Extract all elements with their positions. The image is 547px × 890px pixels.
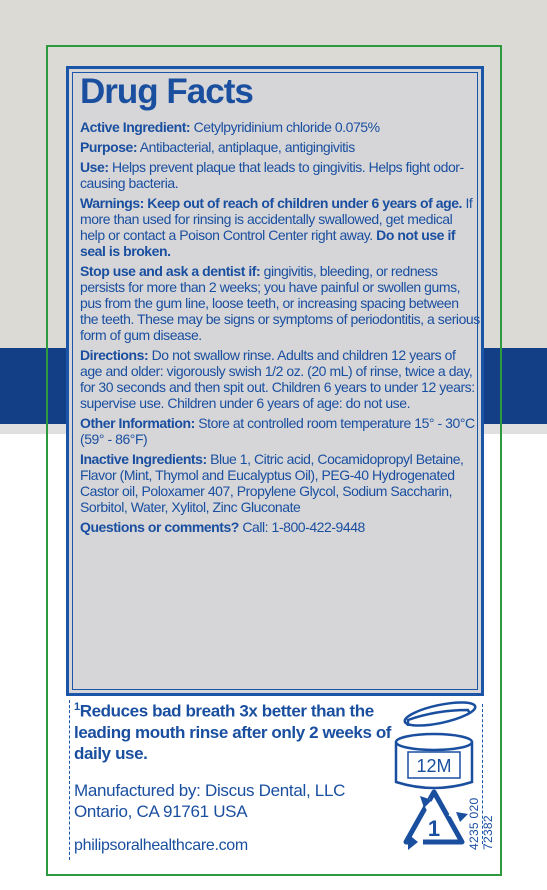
recycle-code: 1: [427, 816, 441, 841]
pao-label: 12M: [416, 756, 452, 776]
footnote-text: Reduces bad breath 3x better than the leading mouth rinse after only 2 weeks of daily use.: [74, 701, 392, 763]
footnote-marker: 1: [74, 701, 80, 713]
section-warnings-heading: Warnings: Keep out of reach of children under 6 years of age.: [80, 195, 462, 211]
section-inactive: [80, 451, 480, 515]
section-other: [80, 415, 480, 447]
section-purpose: [80, 139, 480, 155]
manufacturer-info: [74, 780, 404, 822]
section-use-text: Helps prevent plaque that leads to gingivitis. Helps fight odor-causing bacteria.: [80, 159, 464, 191]
drug-facts-content: [80, 70, 480, 539]
manufacturer-address: Ontario, CA 91761 USA: [74, 802, 248, 821]
footnote: [74, 697, 404, 764]
section-active-text: Cetylpyridinium chloride 0.075%: [190, 119, 380, 135]
section-directions-heading: Directions:: [80, 347, 149, 363]
section-use: [80, 159, 480, 191]
section-warnings-heading: Do not use if seal is broken.: [80, 227, 456, 259]
section-stop: [80, 263, 480, 343]
section-questions-text: Call: 1-800-422-9448: [238, 519, 365, 535]
dashed-border-left: [69, 700, 70, 860]
section-warnings: [80, 195, 480, 259]
section-inactive-text: Blue 1, Citric acid, Cocamidopropyl Betaine, Flavor (Mint, Thymol and Eucalyptus Oil), PEG-40 Hydrogenated Castor oil, Poloxamer 407, Propylene Glycol, Sodium Saccharin, Sorbitol, Water, Xylitol, Zinc Gluconate: [80, 451, 464, 515]
section-active: [80, 119, 480, 135]
section-stop-heading: Stop use and ask a dentist if:: [80, 263, 261, 279]
section-use-heading: Use:: [80, 159, 109, 175]
section-active-heading: Active Ingredient:: [80, 119, 191, 135]
section-warnings-text: If more than used for rinsing is accidentally swallowed, get medical help or contact a Poison Control Center right away.: [80, 195, 473, 243]
section-other-text: Store at controlled room temperature 15° - 30°C (59° - 86°F): [80, 415, 475, 447]
section-inactive-heading: Inactive Ingredients:: [80, 451, 207, 467]
upc-number: 4235 020 72382: [467, 797, 495, 850]
section-other-heading: Other Information:: [80, 415, 195, 431]
section-purpose-text: Antibacterial, antiplaque, antigingivitis: [137, 139, 355, 155]
section-questions: [80, 519, 480, 535]
section-directions-text: Do not swallow rinse. Adults and children 12 years of age and older: vigorously swish 1/2 oz. (20 mL) of rinse, twice a day, for 30 seconds and then spit out. Children 6 years to under 12 years: supervise use. Children under 6 years of age: do not use.: [80, 347, 475, 411]
website-link[interactable]: philipsoralhealthcare.com: [74, 837, 248, 854]
drug-facts-sections: [80, 119, 480, 535]
section-questions-heading: Questions or comments?: [80, 519, 239, 535]
label-bottom-area: [66, 696, 484, 866]
manufacturer-name: Manufactured by: Discus Dental, LLC: [74, 781, 346, 800]
section-stop-text: gingivitis, bleeding, or redness persists for more than 2 weeks; you have painful or swollen gums, pus from the gum line, loose teeth, or increasing spacing between the teeth. These may be signs or symptoms of periodontitis, a serious form of gum disease.: [80, 263, 480, 343]
drug-facts-title: Drug Facts: [80, 72, 253, 111]
section-purpose-heading: Purpose:: [80, 139, 138, 155]
section-directions: [80, 347, 480, 411]
